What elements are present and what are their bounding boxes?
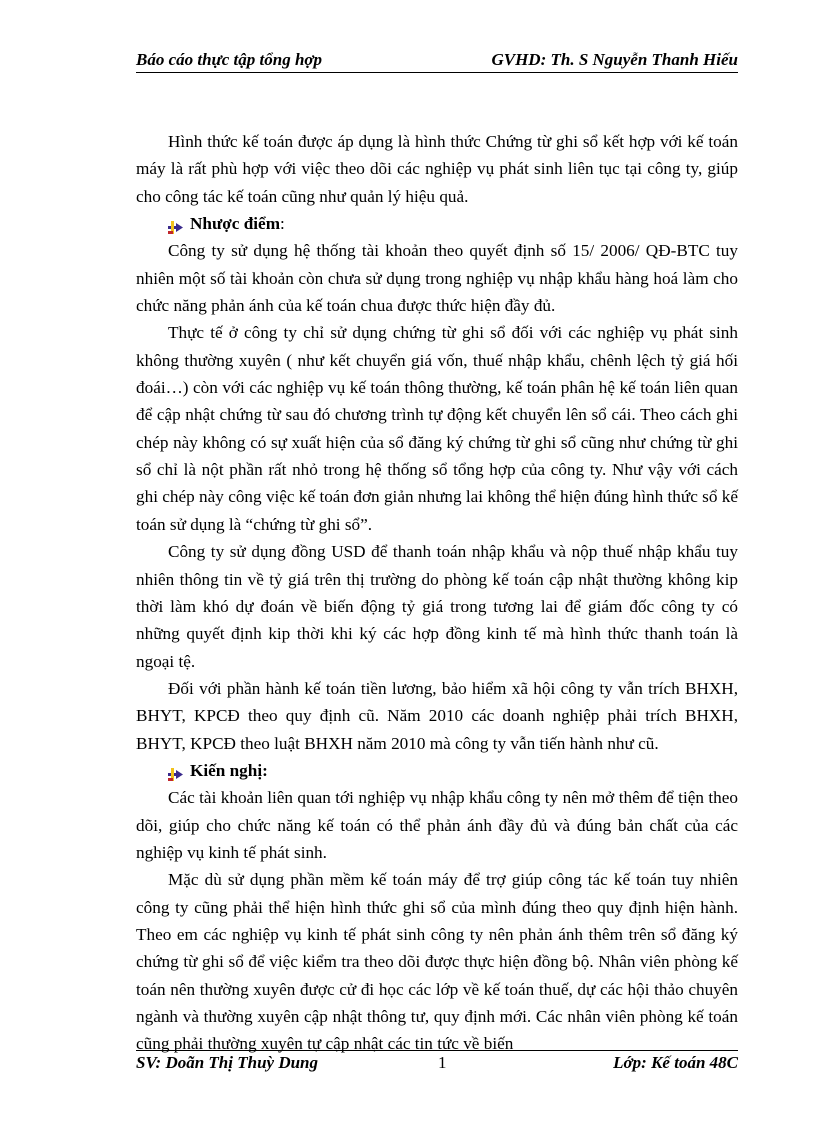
heading-disadvantages-label: Nhược điểm bbox=[190, 214, 281, 234]
paragraph-7: Mặc dù sử dụng phần mềm kế toán máy để trợ giúp công tác kế toán tuy nhiên công ty cũng phải thể hiện hình thức ghi sổ của mình đúng theo quy định hiện hành. Theo em các nghiệp vụ kinh tế phát sinh công ty nên phản ánh thêm trên sổ đăng ký chứng từ ghi sổ để việc kiểm tra theo dõi được thực hiện đồng bộ. Nhân viên phòng kế toán nên thường xuyên được cử đi học các lớp về kế toán thuế, dự các hội thảo chuyên ngành và thường xuyên cập nhật thông tư, quy định mới. Các nhân viên phòng kế toán cũng phải thường xuyên tự cập nhật các tin tức về biến bbox=[136, 870, 738, 1054]
page-header bbox=[136, 50, 738, 72]
paragraph-4: Công ty sử dụng đồng USD để thanh toán nhập khẩu và nộp thuế nhập khẩu tuy nhiên thông tin về tỷ giá trên thị trường do phòng kế toán cập nhật thường không kip thời làm khó dự đoán về biến động tỷ giá trong tương lai để giám đốc công ty có những quyết định kip thời khi ký các hợp đồng kinh tế mà hình thức thanh toán là ngoại tệ. bbox=[136, 542, 738, 671]
footer-class: Lớp: Kế toán 48C bbox=[613, 1053, 738, 1072]
paragraph-2: Công ty sử dụng hệ thống tài khoản theo quyết định số 15/ 2006/ QĐ-BTC tuy nhiên một số tài khoản còn chưa sử dụng trong nghiệp vụ nhập khẩu hàng hoá làm cho chức năng phản ánh của kế toán chua được thức hiện đầy đủ. bbox=[136, 241, 738, 316]
header-report-title: Báo cáo thực tập tổng hợp bbox=[136, 50, 323, 69]
arrow-bullet-icon bbox=[168, 763, 183, 778]
heading-disadvantages bbox=[136, 210, 738, 237]
footer-student-name: SV: Doãn Thị Thuỳ Dung bbox=[136, 1053, 319, 1072]
header-supervisor: GVHD: Th. S Nguyễn Thanh Hiếu bbox=[491, 50, 738, 69]
paragraph-3: Thực tế ở công ty chỉ sử dụng chứng từ ghi sổ đối với các nghiệp vụ phát sinh không thường xuyên ( như kết chuyển giá vốn, thuế nhập khẩu, chênh lệch tỷ giá hối đoái…) còn với các nghiệp vụ kế toán thông thường, kế toán phân hệ kế toán liên quan để cập nhật chứng từ sau đó chương trình tự động kết chuyển lên sổ cái. Theo cách ghi chép này không có sự xuất hiện của sổ đăng ký chứng từ ghi sổ cũng như chứng từ ghi sổ chỉ là nột phần rất nhỏ trong hệ thống sổ tổng hợp của công ty. Như vậy với cách ghi chép này công việc kế toán đơn giản nhưng lai không thể hiện đúng hình thức sổ kế toán sử dụng là “chứng từ ghi sổ”. bbox=[136, 323, 738, 534]
arrow-bullet-icon bbox=[168, 216, 183, 231]
document-body bbox=[136, 128, 738, 1058]
heading-recommendations-label: Kiến nghị: bbox=[190, 760, 268, 780]
page-number: 1 bbox=[438, 1053, 447, 1072]
paragraph-1: Hình thức kế toán được áp dụng là hình thức Chứng từ ghi sổ kết hợp với kế toán máy là rất phù hợp với việc theo dõi các nghiệp vụ phát sinh liên tục tại công ty, giúp cho công tác kế toán cũng như quản lý hiệu quả. bbox=[136, 132, 738, 206]
heading-disadvantages-colon: : bbox=[280, 214, 285, 234]
heading-recommendations bbox=[136, 757, 738, 784]
footer-rule bbox=[136, 1050, 738, 1051]
page-footer bbox=[136, 1053, 738, 1075]
paragraph-6: Các tài khoản liên quan tới nghiệp vụ nhập khẩu công ty nên mở thêm để tiện theo dõi, giúp cho chức năng kế toán có thể phản ánh đầy đủ và đúng bản chất của các nghiệp vụ kinh tế phát sinh. bbox=[136, 788, 738, 862]
paragraph-5: Đối với phần hành kế toán tiền lương, bảo hiểm xã hội công ty vẫn trích BHXH, BHYT, KPCĐ theo quy định cũ. Năm 2010 các doanh nghiệp phải trích BHXH, BHYT, KPCĐ theo luật BHXH năm 2010 mà công ty vẫn tiến hành như cũ. bbox=[136, 678, 738, 753]
header-rule bbox=[136, 72, 738, 73]
